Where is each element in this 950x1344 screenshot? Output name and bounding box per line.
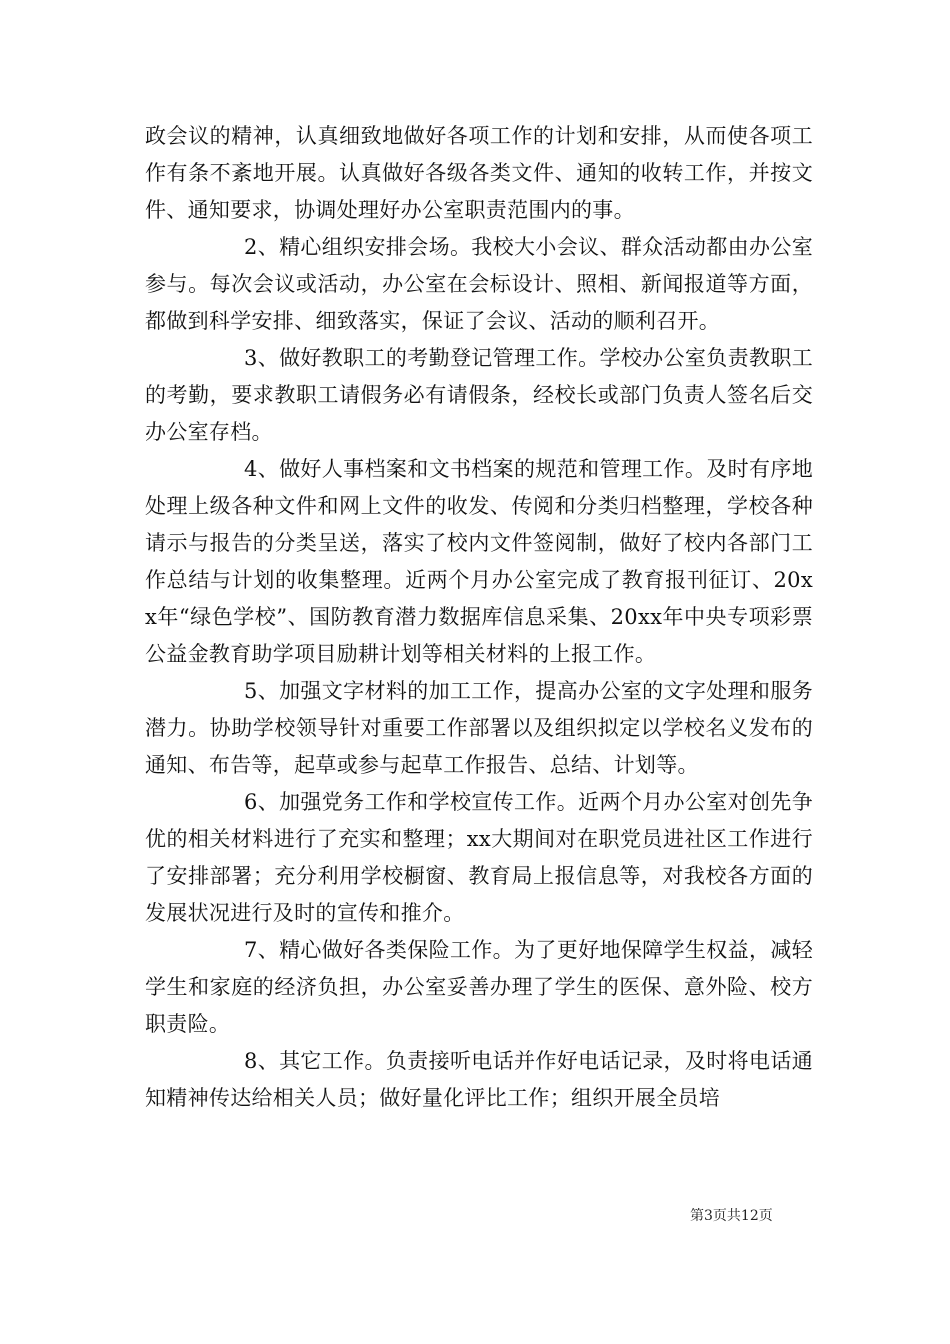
paragraph-8: 8、其它工作。负责接听电话并作好电话记录，及时将电话通知精神传达给相关人员；做好量化评比工作；组织开展全员培 [145,1049,813,1110]
page-number-footer: 第3页共12页 [690,1208,773,1224]
paragraph-5: 5、加强文字材料的加工工作，提高办公室的文字处理和服务潜力。协助学校领导针对重要工作部署以及组织拟定以学校名义发布的通知、布告等，起草或参与起草工作报告、总结、计划等。 [145,679,813,777]
paragraph-4: 4、做好人事档案和文书档案的规范和管理工作。及时有序地处理上级各种文件和网上文件的收发、传阅和分类归档整理，学校各种请示与报告的分类呈送，落实了校内文件签阅制，做好了校内各部门工作总结与计划的收集整理。近两个月办公室完成了教育报刊征订、20xx年“绿色学校”、国防教育潜力数据库信息采集、20xx年中央专项彩票公益金教育助学项目励耕计划等相关材料的上报工作。 [145,457,813,666]
paragraph-2: 2、精心组织安排会场。我校大小会议、群众活动都由办公室参与。每次会议或活动，办公室在会标设计、照相、新闻报道等方面，都做到科学安排、细致落实，保证了会议、活动的顺利召开。 [145,235,813,333]
paragraph-7: 7、精心做好各类保险工作。为了更好地保障学生权益，减轻学生和家庭的经济负担，办公室妥善办理了学生的医保、意外险、校方职责险。 [145,938,813,1036]
paragraph-6: 6、加强党务工作和学校宣传工作。近两个月办公室对创先争优的相关材料进行了充实和整理；xx大期间对在职党员进社区工作进行了安排部署；充分利用学校橱窗、教育局上报信息等，对我校各方面的发展状况进行及时的宣传和推介。 [145,790,813,925]
paragraph-1: 政会议的精神，认真细致地做好各项工作的计划和安排，从而使各项工作有条不紊地开展。认真做好各级各类文件、通知的收转工作，并按文件、通知要求，协调处理好办公室职责范围内的事。 [145,124,813,222]
document-body [145,118,813,1117]
paragraph-3: 3、做好教职工的考勤登记管理工作。学校办公室负责教职工的考勤，要求教职工请假务必有请假条，经校长或部门负责人签名后交办公室存档。 [145,346,813,444]
